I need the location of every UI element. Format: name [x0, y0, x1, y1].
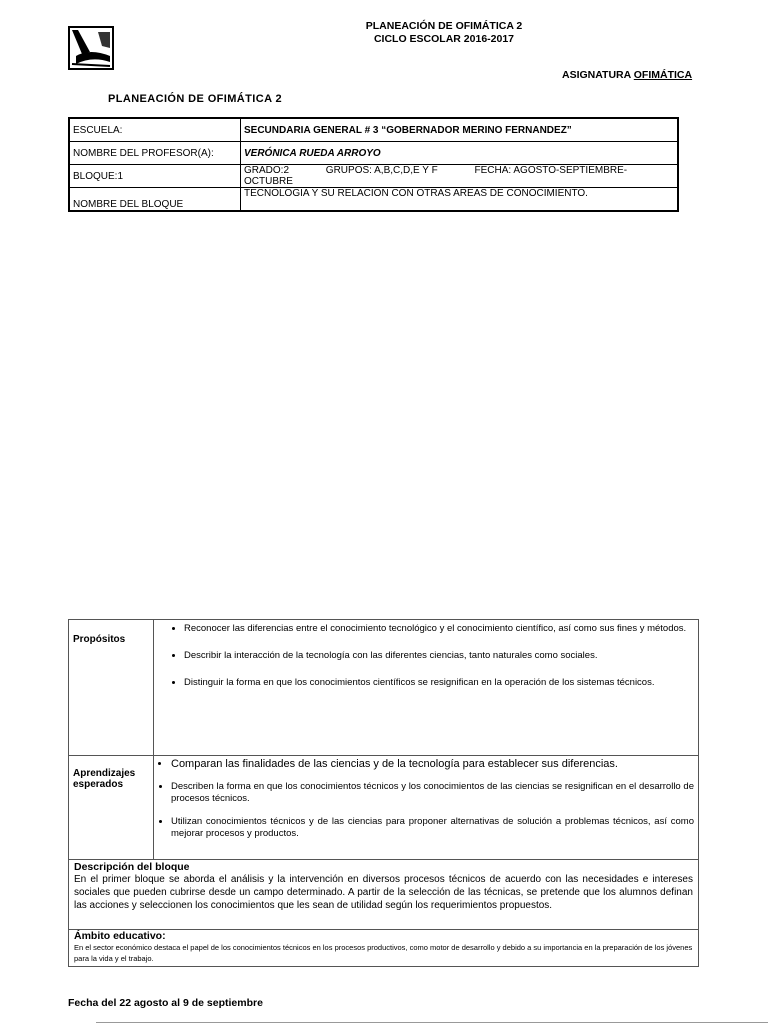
info-table [68, 117, 679, 212]
list-item: • Reconocer las diferencias entre el conocimiento tecnológico y el conocimiento científico, así como sus fines y métodos. [184, 622, 694, 635]
aprendizajes-row [69, 756, 699, 860]
descripcion-row [69, 860, 699, 930]
profesor-label: NOMBRE DEL PROFESOR(A): [69, 142, 241, 165]
aprendizajes-cell [154, 756, 699, 860]
footer-date: Fecha del 22 agosto al 9 de septiembre [68, 997, 263, 1009]
propositos-list [158, 622, 694, 689]
escuela-value: SECUNDARIA GENERAL # 3 “GOBERNADOR MERINO FERNANDEZ” [241, 118, 679, 142]
aprendizajes-list [155, 758, 694, 840]
nombre-bloque-value: TECNOLOGIA Y SU RELACION CON OTRAS AREAS DE CONOCIMIENTO. [241, 188, 679, 212]
list-item: • Comparan las finalidades de las ciencias y de la tecnología para establecer sus diferencias. [171, 758, 694, 770]
bloque-label: BLOQUE:1 [69, 165, 241, 188]
descripcion-title: Descripción del bloque [74, 861, 190, 873]
header-title-line2: CICLO ESCOLAR 2016-2017 [373, 33, 515, 45]
asignatura-value: OFIMÁTICA [633, 69, 693, 81]
descripcion-cell [69, 860, 699, 930]
escuela-label: ESCUELA: [69, 118, 241, 142]
table-row [69, 188, 678, 212]
grupos-value: GRUPOS: A,B,C,D,E Y F [325, 165, 438, 176]
propositos-cell [154, 620, 699, 756]
table-row [69, 118, 678, 142]
ambito-title: Ámbito educativo: [74, 930, 166, 942]
list-item: • Distinguir la forma en que los conocimientos científicos se resignifican en la operación de los sistemas técnicos. [184, 676, 694, 689]
list-item: • Utilizan conocimientos técnicos y de las ciencias para proponer alternativas de solución a problemas técnicos, así como mejorar procesos y productos. [171, 816, 694, 840]
fecha-value: FECHA: AGOSTO-SEPTIEMBRE-OCTUBRE [244, 165, 628, 187]
grado-grupos-fecha [241, 165, 679, 188]
ambito-cell [69, 930, 699, 967]
footer-divider [96, 1022, 768, 1023]
profesor-value: VERÓNICA RUEDA ARROYO [241, 142, 679, 165]
ambito-row [69, 930, 699, 967]
propositos-row [69, 620, 699, 756]
ambito-body: En el sector económico destaca el papel de los conocimientos técnicos en los procesos productivos, como motor de desarrollo y debido a su importancia en la preparación de los jóvenes para la vida y el trabajo. [74, 943, 693, 963]
descripcion-body: En el primer bloque se aborda el análisis y la intervención en diversos procesos técnicos de acuerdo con las necesidades e intereses sociales que pueden cubrirse desde un campo determinado. A partir de la selección de las técnicas, se pretende que los alumnos definan las acciones y seleccionen los conocimientos que les sean de utilidad según los requerimientos propuestos. [74, 874, 693, 911]
page-subtitle: PLANEACIÓN DE OFIMÁTICA 2 [108, 93, 282, 105]
header-title-line1: PLANEACIÓN DE OFIMÁTICA 2 [365, 20, 523, 32]
asignatura-line [562, 69, 695, 81]
nombre-bloque-label: NOMBRE DEL BLOQUE [69, 188, 241, 212]
grado-value: GRADO:2 [244, 165, 290, 176]
table-row [69, 142, 678, 165]
aprendizajes-label: Aprendizajes esperados [69, 756, 154, 860]
table-row [69, 165, 678, 188]
list-item: • Describir la interacción de la tecnología con las diferentes ciencias, tanto naturales como sociales. [184, 649, 694, 662]
list-item: • Describen la forma en que los conocimientos técnicos y los conocimientos de las ciencias se resignifican en el desarrollo de procesos técnicos. [171, 781, 694, 805]
asignatura-label: ASIGNATURA [562, 69, 631, 81]
planning-table [68, 619, 699, 967]
propositos-label: Propósitos [69, 620, 154, 756]
